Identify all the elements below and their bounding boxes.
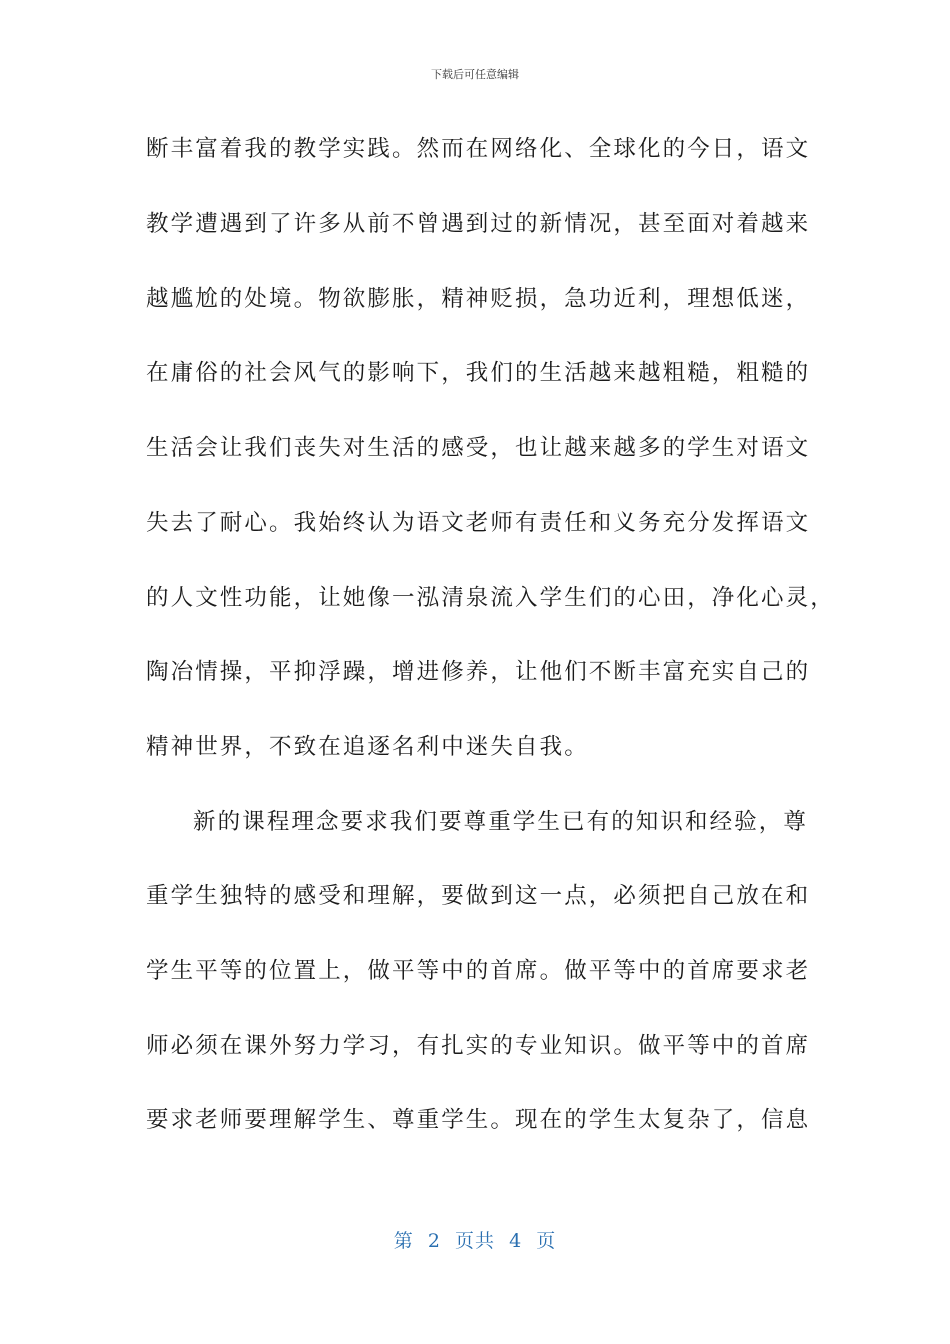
body-line: 师必须在课外努力学习，有扎实的专业知识。做平等中的首席 [146,1033,811,1059]
body-line: 生活会让我们丧失对生活的感受，也让越来越多的学生对语文 [146,435,811,461]
body-line: 精神世界，不致在追逐名利中迷失自我。 [146,734,589,760]
body-line: 的人文性功能，让她像一泓清泉流入学生们的心田，净化心灵， [146,585,835,611]
page-number-footer: 第 2 页共 4 页 [393,1230,557,1252]
body-line: 在庸俗的社会风气的影响下，我们的生活越来越粗糙，粗糙的 [146,360,811,386]
body-line: 越尴尬的处境。物欲膨胀，精神贬损，急功近利，理想低迷， [146,286,811,312]
body-line: 陶冶情操，平抑浮躁，增进修养，让他们不断丰富充实自己的 [146,659,811,685]
body-line: 教学遭遇到了许多从前不曾遇到过的新情况，甚至面对着越来 [146,211,811,237]
body-line: 失去了耐心。我始终认为语文老师有责任和义务充分发挥语文 [146,510,811,536]
body-line: 要求老师要理解学生、尊重学生。现在的学生太复杂了，信息 [146,1107,811,1133]
body-line: 重学生独特的感受和理解，要做到这一点，必须把自己放在和 [146,883,811,909]
body-line: 学生平等的位置上，做平等中的首席。做平等中的首席要求老 [146,958,811,984]
paragraph-first-line: 新的课程理念要求我们要尊重学生已有的知识和经验，尊 [193,809,809,835]
body-line: 断丰富着我的教学实践。然而在网络化、全球化的今日，语文 [146,136,811,162]
page-header: 下载后可任意编辑 [431,68,519,81]
